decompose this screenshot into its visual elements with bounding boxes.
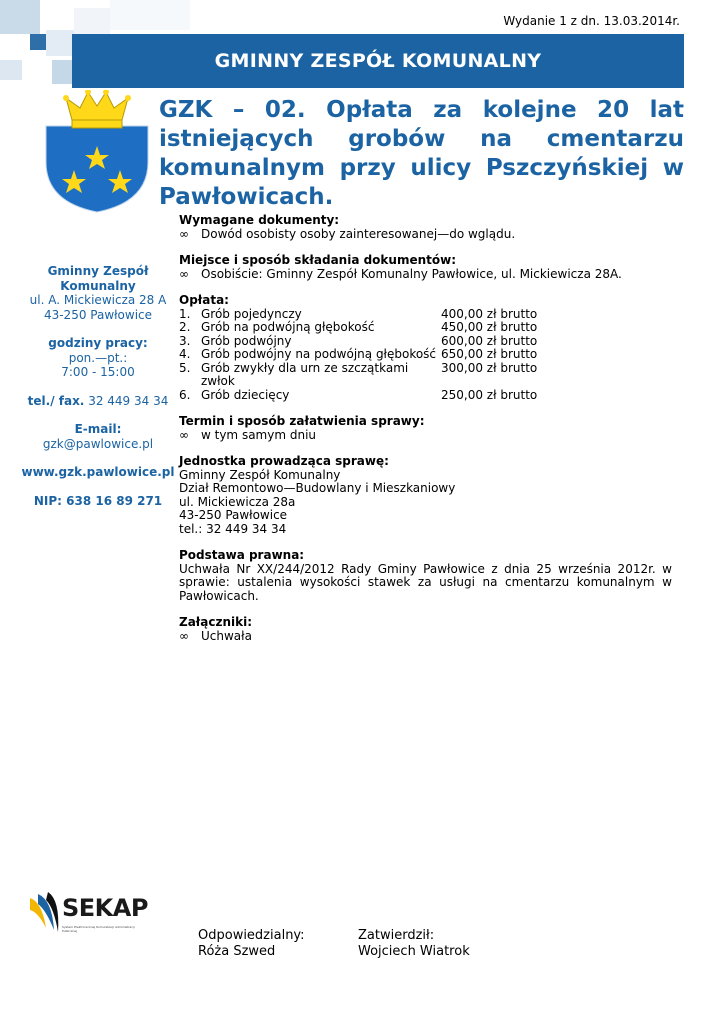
org-name-line1: Gminny Zespół bbox=[47, 264, 149, 278]
nip-number: NIP: 638 16 89 271 bbox=[33, 493, 163, 508]
phone-value: 32 449 34 34 bbox=[88, 393, 169, 408]
signature-approved bbox=[358, 928, 470, 960]
email-label: E-mail: bbox=[74, 422, 122, 436]
docs-title: Wymagane dokumenty: bbox=[179, 213, 340, 227]
website-link[interactable]: www.gzk.pawlowice.pl bbox=[21, 465, 175, 479]
org-banner: GMINNY ZESPÓŁ KOMUNALNY bbox=[72, 34, 684, 88]
hours-label: godziny pracy: bbox=[48, 336, 148, 350]
bullet-icon: ∞ bbox=[179, 628, 189, 643]
edition-info: Wydanie 1 z dn. 13.03.2014r. bbox=[503, 14, 680, 28]
unit-line: tel.: 32 449 34 34 bbox=[179, 521, 287, 536]
table-row: 3. Grób podwójny 600,00 zł brutto bbox=[179, 333, 538, 348]
unit-line: 43-250 Pawłowice bbox=[179, 508, 288, 522]
responsible-label: Odpowiedzialny: bbox=[198, 928, 305, 943]
unit-line: Gminny Zespół Komunalny bbox=[179, 467, 341, 482]
address-line1: ul. A. Mickiewicza 28 A bbox=[29, 293, 167, 307]
unit-title: Jednostka prowadząca sprawę: bbox=[179, 454, 389, 468]
unit-line: ul. Mickiewicza 28a bbox=[179, 494, 296, 509]
bullet-icon: ∞ bbox=[179, 266, 189, 281]
legal-text: Uchwała Nr XX/244/2012 Rady Gminy Pawłowice z dnia 25 września 2012r. w sprawie: ustalenia wysokości stawek za usługi na cmentarzu komunalnym w Pawłowicach. bbox=[179, 561, 672, 603]
list-item: ∞ w tym samym dniu bbox=[179, 427, 317, 442]
term-title: Termin i sposób załatwienia sprawy: bbox=[179, 414, 425, 428]
place-title: Miejsce i sposób składania dokumentów: bbox=[179, 253, 457, 267]
main-content bbox=[179, 214, 672, 643]
list-item bbox=[179, 630, 672, 644]
address-line2: 43-250 Pawłowice bbox=[43, 307, 153, 322]
legal-title: Podstawa prawna: bbox=[179, 548, 305, 562]
signature-responsible bbox=[198, 928, 305, 960]
bullet-icon: ∞ bbox=[179, 427, 189, 442]
phone-label: tel./ fax. bbox=[27, 393, 85, 408]
table-row: 6. Grób dziecięcy 250,00 zł brutto bbox=[179, 387, 538, 402]
page-title: GZK – 02. Opłata za kolejne 20 lat istniejących grobów na cmentarzu komunalnym przy ulicy Pszczyńskiej w Pawłowicach. bbox=[159, 97, 684, 210]
unit-line: Dział Remontowo—Budowlany i Mieszkaniowy bbox=[179, 481, 456, 495]
hours-days: pon.—pt.: bbox=[68, 350, 128, 365]
logo-name: SEKAP bbox=[62, 894, 148, 922]
approved-label: Zatwierdził: bbox=[358, 928, 435, 943]
table-row: 1. Grób pojedynczy 400,00 zł brutto bbox=[179, 306, 538, 321]
table-row: 2. Grób na podwójną głębokość 450,00 zł brutto bbox=[179, 320, 538, 334]
email-link[interactable]: gzk@pawlowice.pl bbox=[42, 436, 154, 451]
table-row: 5. Grób zwykły dla urn ze szczątkami zwłok 300,00 zł brutto bbox=[179, 360, 538, 388]
list-item: ∞ Osobiście: Gminny Zespół Komunalny Pawłowice, ul. Mickiewicza 28A. bbox=[179, 266, 622, 281]
fees-table bbox=[179, 308, 672, 403]
attachment-link[interactable]: Uchwała bbox=[201, 628, 252, 643]
table-row: 4. Grób podwójny na podwójną głębokość 650,00 zł brutto bbox=[179, 347, 538, 361]
logo-subtitle: System Elektronicznej Komunikacji Administracji Publicznej bbox=[62, 925, 135, 933]
phone-line bbox=[20, 394, 176, 409]
approved-name: Wojciech Wiatrok bbox=[358, 944, 470, 959]
bullet-icon: ∞ bbox=[179, 226, 189, 241]
attachments-title: Załączniki: bbox=[179, 615, 252, 629]
fees-title: Opłata: bbox=[179, 293, 229, 307]
responsible-name: Róża Szwed bbox=[198, 944, 276, 959]
hours-time: 7:00 - 15:00 bbox=[61, 365, 135, 379]
org-name-line2: Komunalny bbox=[60, 278, 136, 293]
list-item: ∞ Dowód osobisty osoby zainteresowanej—do wglądu. bbox=[179, 226, 516, 241]
coat-of-arms-icon bbox=[42, 90, 152, 214]
contact-sidebar bbox=[20, 264, 176, 508]
